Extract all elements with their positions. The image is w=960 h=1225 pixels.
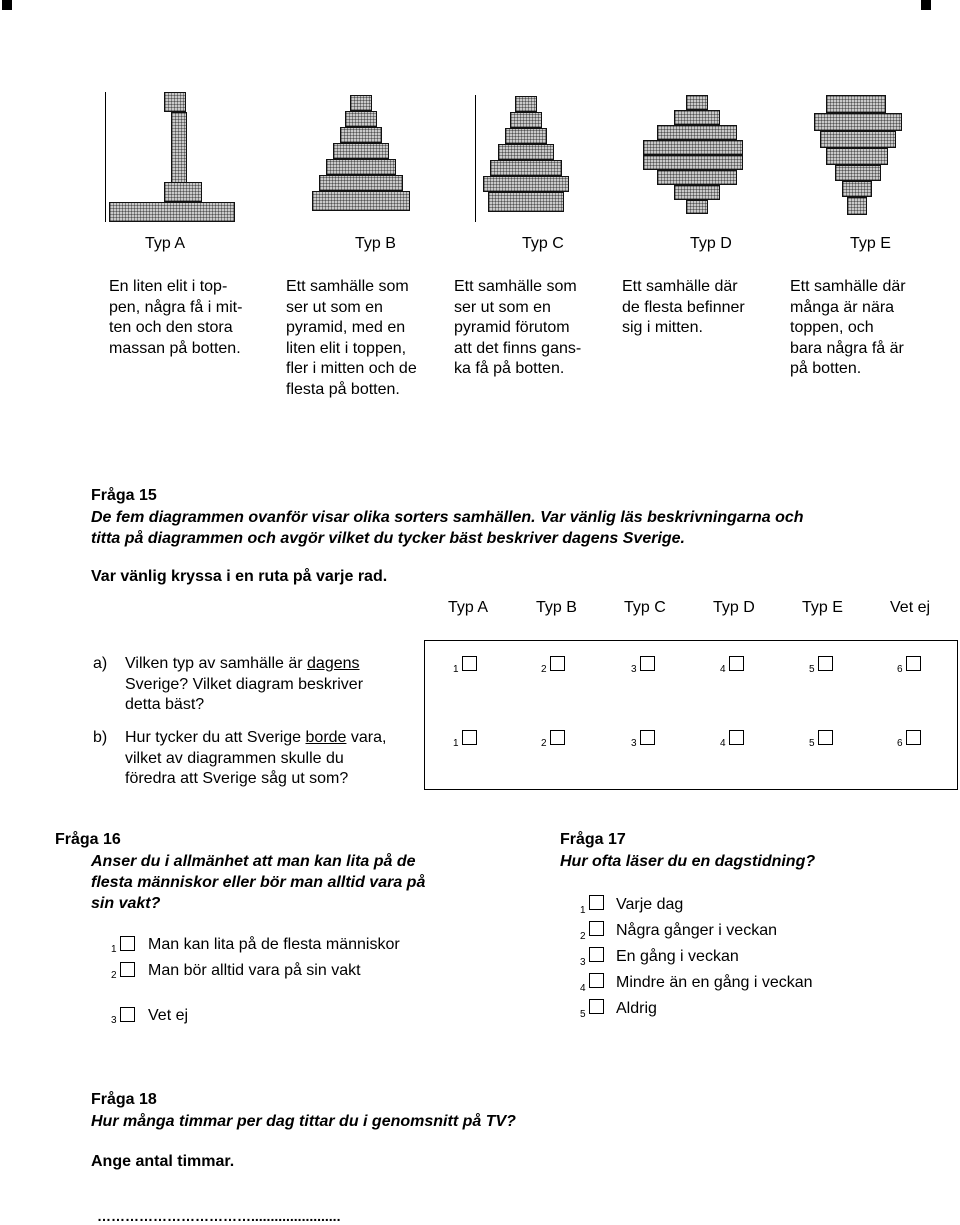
q15-header-typ-a: Typ A bbox=[448, 599, 489, 616]
q16-opt1-checkbox[interactable] bbox=[120, 936, 135, 951]
q17-opt2-num: 2 bbox=[580, 931, 586, 942]
q15-text: De fem diagrammen ovanför visar olika sorters samhällen. Var vänlig läs beskrivningarna och titta på diagrammen och avgör vilket du tycker bäst beskriver dagens Sverige. bbox=[91, 509, 804, 547]
q17-opt4-num: 4 bbox=[580, 983, 586, 994]
q15-b-checkbox-4[interactable] bbox=[729, 730, 744, 745]
q16-opt3-num: 3 bbox=[111, 1015, 117, 1026]
q17-opt1-num: 1 bbox=[580, 905, 586, 916]
q15-header-typ-e: Typ E bbox=[802, 599, 843, 616]
q15-b-num-6: 6 bbox=[897, 738, 903, 749]
typ-d-description: Ett samhälle där de flesta befinner sig i mitten. bbox=[622, 278, 745, 336]
q15-instruction: Var vänlig kryssa i en ruta på varje rad. bbox=[91, 568, 388, 585]
q15-b-checkbox-6[interactable] bbox=[906, 730, 921, 745]
q18-title: Fråga 18 bbox=[91, 1091, 157, 1108]
q18-answer-line[interactable]: ……………………………....................... bbox=[97, 1208, 341, 1224]
q17-opt3-label: En gång i veckan bbox=[616, 948, 739, 965]
q15-a-checkbox-4[interactable] bbox=[729, 656, 744, 671]
q15-b-checkbox-3[interactable] bbox=[640, 730, 655, 745]
diagram-typ-c bbox=[475, 92, 605, 224]
typ-e-label: Typ E bbox=[850, 235, 891, 252]
q17-opt5-checkbox[interactable] bbox=[589, 999, 604, 1014]
diagram-typ-b bbox=[300, 92, 430, 224]
q16-opt2-label: Man bör alltid vara på sin vakt bbox=[148, 962, 361, 979]
q15-b-num-2: 2 bbox=[541, 738, 547, 749]
q15-b-num-5: 5 bbox=[809, 738, 815, 749]
q17-opt2-label: Några gånger i veckan bbox=[616, 922, 777, 939]
q15-a-num-4: 4 bbox=[720, 664, 726, 675]
q15-header-vet-ej: Vet ej bbox=[890, 599, 931, 616]
q18-instruction: Ange antal timmar. bbox=[91, 1153, 235, 1170]
q15-row-b-letter: b) bbox=[93, 729, 108, 746]
q17-opt5-label: Aldrig bbox=[616, 1000, 657, 1017]
q15-header-typ-d: Typ D bbox=[713, 599, 755, 616]
q15-a-num-2: 2 bbox=[541, 664, 547, 675]
q17-text: Hur ofta läser du en dagstidning? bbox=[560, 853, 816, 870]
q16-opt3-label: Vet ej bbox=[148, 1007, 189, 1024]
q18-text: Hur många timmar per dag tittar du i genomsnitt på TV? bbox=[91, 1113, 516, 1130]
typ-c-description: Ett samhälle som ser ut som en pyramid förutom att det finns gans- ka få på botten. bbox=[454, 278, 582, 377]
q16-opt1-label: Man kan lita på de flesta människor bbox=[148, 936, 400, 953]
q15-b-checkbox-2[interactable] bbox=[550, 730, 565, 745]
q16-opt3-checkbox[interactable] bbox=[120, 1007, 135, 1022]
q15-a-num-6: 6 bbox=[897, 664, 903, 675]
q15-a-checkbox-5[interactable] bbox=[818, 656, 833, 671]
typ-b-description: Ett samhälle som ser ut som en pyramid, med en liten elit i toppen, fler i mitten och de flesta på botten. bbox=[286, 278, 417, 398]
q17-opt3-checkbox[interactable] bbox=[589, 947, 604, 962]
q16-title: Fråga 16 bbox=[55, 831, 121, 848]
q17-opt3-num: 3 bbox=[580, 957, 586, 968]
q15-a-checkbox-1[interactable] bbox=[462, 656, 477, 671]
q17-opt1-checkbox[interactable] bbox=[589, 895, 604, 910]
q17-opt4-label: Mindre än en gång i veckan bbox=[616, 974, 813, 991]
q17-opt4-checkbox[interactable] bbox=[589, 973, 604, 988]
q16-opt1-num: 1 bbox=[111, 944, 117, 955]
q15-a-checkbox-3[interactable] bbox=[640, 656, 655, 671]
q15-b-checkbox-5[interactable] bbox=[818, 730, 833, 745]
q17-title: Fråga 17 bbox=[560, 831, 626, 848]
q15-answer-frame bbox=[424, 640, 958, 790]
diagram-typ-e bbox=[810, 92, 940, 224]
typ-d-label: Typ D bbox=[690, 235, 732, 252]
typ-b-label: Typ B bbox=[355, 235, 396, 252]
q15-header-typ-b: Typ B bbox=[536, 599, 577, 616]
q15-a-num-5: 5 bbox=[809, 664, 815, 675]
q17-opt2-checkbox[interactable] bbox=[589, 921, 604, 936]
typ-a-label: Typ A bbox=[145, 235, 186, 252]
typ-c-label: Typ C bbox=[522, 235, 564, 252]
q15-a-checkbox-2[interactable] bbox=[550, 656, 565, 671]
corner-mark-left bbox=[2, 0, 12, 10]
q15-row-a-letter: a) bbox=[93, 655, 108, 672]
q15-title: Fråga 15 bbox=[91, 487, 157, 504]
q15-a-checkbox-6[interactable] bbox=[906, 656, 921, 671]
diagram-typ-d bbox=[640, 92, 770, 224]
q15-a-num-1: 1 bbox=[453, 664, 459, 675]
q15-b-checkbox-1[interactable] bbox=[462, 730, 477, 745]
q16-text: Anser du i allmänhet att man kan lita på de flesta människor eller bör man alltid vara på sin vakt? bbox=[91, 853, 426, 912]
typ-a-description: En liten elit i top- pen, några få i mit- ten och den stora massan på botten. bbox=[109, 278, 243, 357]
q15-a-num-3: 3 bbox=[631, 664, 637, 675]
q15-b-num-4: 4 bbox=[720, 738, 726, 749]
q17-opt1-label: Varje dag bbox=[616, 896, 684, 913]
typ-e-description: Ett samhälle där många är nära toppen, och bara några få är på botten. bbox=[790, 278, 906, 377]
q16-opt2-num: 2 bbox=[111, 970, 117, 981]
diagram-typ-a bbox=[105, 92, 235, 224]
q16-opt2-checkbox[interactable] bbox=[120, 962, 135, 977]
q15-header-typ-c: Typ C bbox=[624, 599, 666, 616]
q15-b-num-3: 3 bbox=[631, 738, 637, 749]
corner-mark-right bbox=[921, 0, 931, 10]
q15-row-b-text: Hur tycker du att Sverige borde vara, vilket av diagrammen skulle du föredra att Sverige såg ut som? bbox=[125, 729, 387, 787]
q15-row-a-text: Vilken typ av samhälle är dagens Sverige? Vilket diagram beskriver detta bäst? bbox=[125, 655, 364, 713]
q15-b-num-1: 1 bbox=[453, 738, 459, 749]
q17-opt5-num: 5 bbox=[580, 1009, 586, 1020]
